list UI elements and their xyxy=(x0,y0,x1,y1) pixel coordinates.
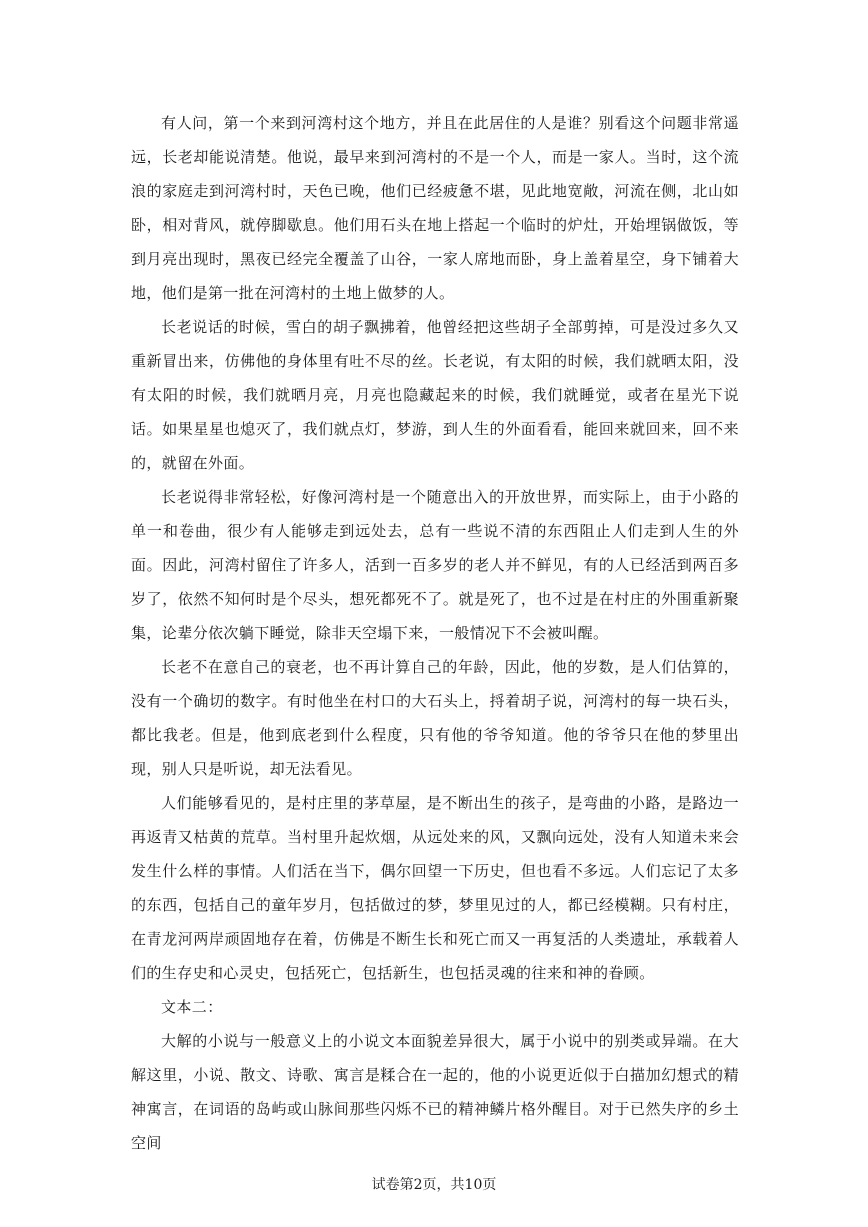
paragraph-5: 人们能够看见的，是村庄里的茅草屋，是不断出生的孩子，是弯曲的小路，是路边一再返青又枯黄的荒草。当村里升起炊烟，从远处来的风，又飘向远处，没有人知道未来会发生什么样的事情。人们活在当下，偶尔回望一下历史，但也看不多远。人们忘记了太多的东西，包括自己的童年岁月，包括做过的梦，梦里见过的人，都已经模糊。只有村庄，在青龙河两岸顽固地存在着，仿佛是不断生长和死亡而又一再复活的人类遗址，承载着人们的生存史和心灵史，包括死亡，包括新生，也包括灵魂的往来和神的眷顾。 xyxy=(131,794,739,982)
paragraph-4: 长老不在意自己的衰老，也不再计算自己的年龄，因此，他的岁数，是人们估算的，没有一个确切的数字。有时他坐在村口的大石头上，捋着胡子说，河湾村的每一块石头，都比我老。但是，他到底老到什么程度，只有他的爷爷知道。他的爷爷只在他的梦里出现，别人只是听说，却无法看见。 xyxy=(131,658,739,778)
section-heading: 文本二： xyxy=(161,998,223,1016)
paragraph-1: 有人问，第一个来到河湾村这个地方，并且在此居住的人是谁？别看这个问题非常遥远，长老却能说清楚。他说，最早来到河湾村的不是一个人，而是一家人。当时，这个流浪的家庭走到河湾村时，天色已晚，他们已经疲惫不堪，见此地宽敞，河流在侧，北山如卧，相对背风，就停脚歇息。他们用石头在地上搭起一个临时的炉灶，开始埋锅做饭，等到月亮出现时，黑夜已经完全覆盖了山谷，一家人席地而卧，身上盖着星空，身下铺着大地，他们是第一批在河湾村的土地上做梦的人。 xyxy=(131,114,739,302)
paragraph-3: 长老说得非常轻松，好像河湾村是一个随意出入的开放世界，而实际上，由于小路的单一和卷曲，很少有人能够走到远处去，总有一些说不清的东西阻止人们走到人生的外面。因此，河湾村留住了许多人，活到一百多岁的老人并不鲜见，有的人已经活到两百多岁了，依然不知何时是个尽头，想死都死不了。就是死了，也不过是在村庄的外围重新聚集，论辈分依次躺下睡觉，除非天空塌下来，一般情况下不会被叫醒。 xyxy=(131,488,739,642)
paragraph-2: 长老说话的时候，雪白的胡子飘拂着，他曾经把这些胡子全部剪掉，可是没过多久又重新冒出来，仿佛他的身体里有吐不尽的丝。长老说，有太阳的时候，我们就晒太阳，没有太阳的时候，我们就晒月亮，月亮也隐藏起来的时候，我们就睡觉，或者在星光下说话。如果星星也熄灭了，我们就点灯，梦游，到人生的外面看看，能回来就回来，回不来的，就留在外面。 xyxy=(131,318,739,472)
page-footer: 试卷第2页，共10页 xyxy=(371,1177,497,1193)
paragraph-6: 大解的小说与一般意义上的小说文本面貌差异很大，属于小说中的别类或异端。在大解这里，小说、散文、诗歌、寓言是糅合在一起的，他的小说更近似于白描加幻想式的精神寓言，在词语的岛屿或山脉间那些闪烁不已的精神鳞片格外醒目。对于已然失序的乡土空间 xyxy=(131,1032,739,1152)
document-body xyxy=(131,106,739,1160)
